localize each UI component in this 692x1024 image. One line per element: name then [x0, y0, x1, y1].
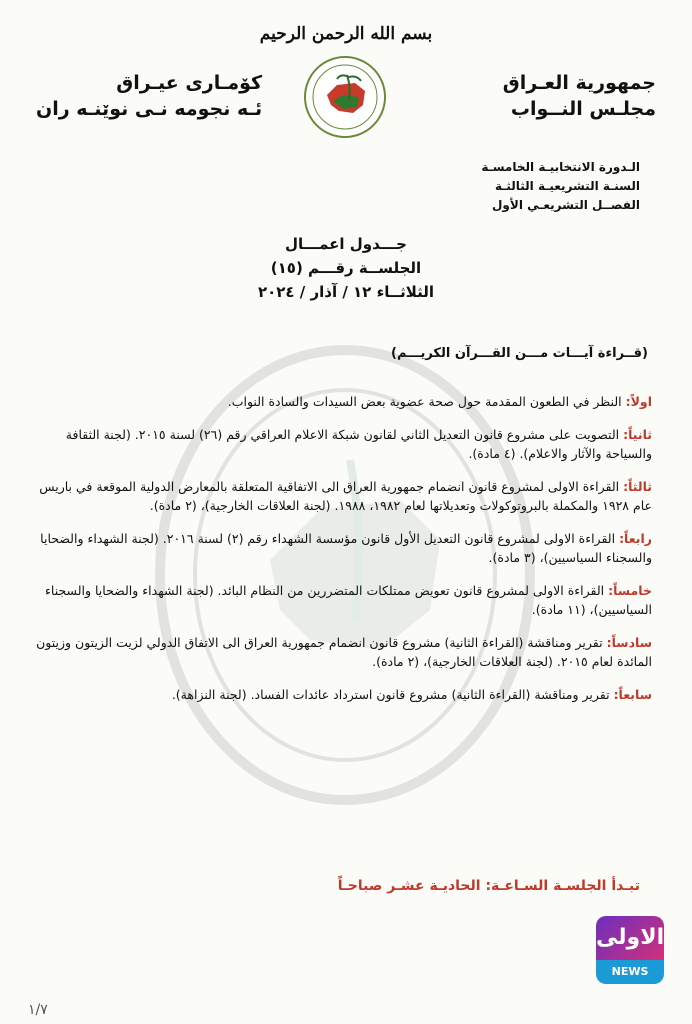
agenda-item-1 [32, 392, 652, 411]
agenda-item-5 [32, 581, 652, 619]
session-number: الجلســة رقـــم (١٥) [270, 259, 422, 277]
news-logo-badge [596, 916, 664, 984]
badge-news: NEWS [596, 960, 664, 984]
session-chapter: الفصــل التشريعـي الأول [492, 198, 640, 212]
agenda-title [0, 232, 692, 304]
item-text: القراءة الاولى لمشروع قانون انضمام جمهورية العراق الى الاتفاقية المتعلقة بالمعارض الدولية الموقعة في باريس عام ١٩٢٨ والمكملة بالبروتوكولات وتعديلاتها لعام ١٩٨٢، ١٩٨٨. (لجنة العلاقات الخارجية)، (٢ مادة). [39, 479, 652, 513]
header-left [36, 70, 262, 122]
agenda-item-7 [32, 685, 652, 704]
session-start-time: تبـدأ الجلسـة السـاعـة: الحاديـة عشـر صباحـاً [337, 878, 640, 894]
item-text: التصويت على مشروع قانون التعديل الثاني لقانون شبكة الاعلام العراقي رقم (٢٦) لسنة ٢٠١٥. (لجنة الثقافة والسياحة والآثار والاعلام). (٤ مادة). [65, 427, 652, 461]
agenda-item-4 [32, 529, 652, 567]
parliament-logo [303, 55, 387, 139]
item-lead: ثالثاً: [623, 479, 652, 494]
item-text: القراءة الاولى لمشروع قانون التعديل الأول قانون مؤسسة الشهداء رقم (٢) لسنة ٢٠١٦. (لجنة الشهداء والضحايا والسجناء السياسيين)، (٣ مادة). [40, 531, 652, 565]
item-lead: سابعاً: [613, 687, 652, 702]
item-text: القراءة الاولى لمشروع قانون تعويض ممتلكات المتضررين من النظام البائد. (لجنة الشهداء والضحايا والسجناء السياسيين)، (١١ مادة). [45, 583, 652, 617]
header-right [503, 70, 656, 122]
header-right-line1: جمهورية العـراق [502, 72, 656, 94]
agenda-items [32, 392, 652, 718]
header-right-line2: مجلـس النــواب [510, 98, 656, 120]
agenda-heading: جـــدول اعمـــال [285, 235, 407, 253]
session-info [481, 158, 640, 215]
item-text: تقرير ومناقشة (القراءة الثانية) مشروع قانون استرداد عائدات الفساد. (لجنة النزاهة). [171, 687, 610, 702]
page-number: ١/٧ [28, 1002, 48, 1018]
session-date: الثلاثــاء ١٢ / آذار / ٢٠٢٤ [257, 283, 435, 301]
agenda-item-2 [32, 425, 652, 463]
item-lead: رابعاً: [619, 531, 652, 546]
item-text: تقرير ومناقشة (القراءة الثانية) مشروع قانون انضمام جمهورية العراق الى الاتفاق الدولي لزيت الزيتون وزيتون المائدة لعام ٢٠١٥. (لجنة العلاقات الخارجية)، (٢ مادة). [36, 635, 652, 669]
header-left-line1: كۆمـارى عيـراق [116, 72, 263, 94]
session-term: الـدورة الانتخابيـة الخامسـة [481, 160, 640, 174]
badge-brand: الاولى [596, 916, 664, 960]
basmala: بسم الله الرحمن الرحيم [259, 24, 433, 44]
item-lead: ثانياً: [623, 427, 652, 442]
session-year: السنـة التشريعيـة الثالثـة [494, 179, 640, 193]
item-lead: سادساً: [606, 635, 652, 650]
agenda-item-3 [32, 477, 652, 515]
quran-recitation: (قــراءة آيـــات مـــن القـــرآن الكريـــم) [391, 346, 648, 361]
header-left-line2: ئـه نجومه نـى نوێنـه ران [36, 98, 263, 120]
agenda-item-6 [32, 633, 652, 671]
item-lead: اولاً: [625, 394, 652, 409]
item-text: النظر في الطعون المقدمة حول صحة عضوية بعض السيدات والسادة النواب. [227, 394, 622, 409]
item-lead: خامساً: [608, 583, 652, 598]
